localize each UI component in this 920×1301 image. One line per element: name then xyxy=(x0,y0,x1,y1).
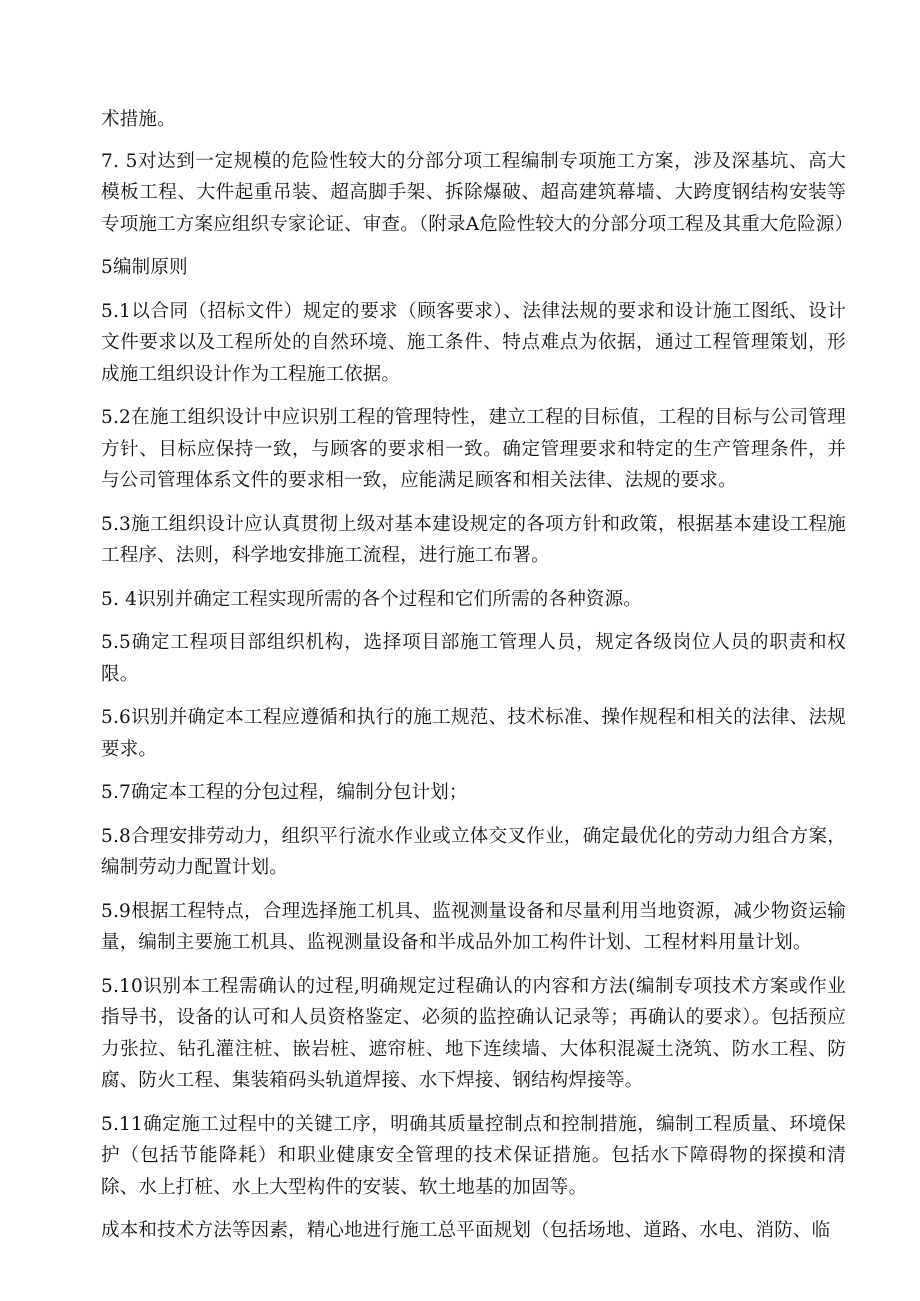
paragraph-7-5: 7. 5对达到一定规模的危险性较大的分部分项工程编制专项施工方案，涉及深基坑、高大模板工程、大件起重吊装、超高脚手架、拆除爆破、超高建筑幕墙、大跨度钢结构安装等专项施工方案应组织专家论证、审查。（附录A危险性较大的分部分项工程及其重大危险源） xyxy=(101,150,854,235)
paragraph-5-9: 5.9根据工程特点，合理选择施工机具、监视测量设备和尽量利用当地资源，减少物资运输量，编制主要施工机具、监视测量设备和半成品外加工构件计划、工程材料用量计划。 xyxy=(101,900,846,953)
paragraph-5-5: 5.5确定工程项目部组织机构，选择项目部施工管理人员，规定各级岗位人员的职责和权限。 xyxy=(101,632,846,685)
paragraph-5-11: 5.11确定施工过程中的关键工序，明确其质量控制点和控制措施，编制工程质量、环境保护（包括节能降耗）和职业健康安全管理的技术保证措施。包括水下障碍物的探摸和清除、水上打桩、水上大型构件的安装、软土地基的加固等。 xyxy=(101,1113,846,1198)
paragraph-5-3: 5.3施工组织设计应认真贯彻上级对基本建设规定的各项方针和政策，根据基本建设工程施工程序、法则，科学地安排施工流程，进行施工布署。 xyxy=(101,513,846,566)
paragraph-continuation: 术措施。 xyxy=(101,109,176,130)
paragraph-5-8: 5.8合理安排劳动力，组织平行流水作业或立体交叉作业，确定最优化的劳动力组合方案，编制劳动力配置计划。 xyxy=(101,825,846,878)
paragraph-5-10: 5.10识别本工程需确认的过程,明确规定过程确认的内容和方法(编制专项技术方案或作业指导书，设备的认可和人员资格鉴定、必须的监控确认记录等；再确认的要求）。包括预应力张拉、钻孔灌注桩、嵌岩桩、遮帘桩、地下连续墙、大体积混凝土浇筑、防水工程、防腐、防火工程、集装箱码头轨道焊接、水下焊接、钢结构焊接等。 xyxy=(101,975,846,1091)
paragraph-5-7: 5.7确定本工程的分包过程，编制分包计划； xyxy=(101,782,468,803)
paragraph-5-2: 5.2在施工组织设计中应识别工程的管理特性，建立工程的目标值，工程的目标与公司管理方针、目标应保持一致，与顾客的要求相一致。确定管理要求和特定的生产管理条件，并与公司管理体系文件的要求相一致，应能满足顾客和相关法律、法规的要求。 xyxy=(101,407,846,491)
paragraph-5-6: 5.6识别并确定本工程应遵循和执行的施工规范、技术标准、操作规程和相关的法律、法规要求。 xyxy=(101,707,846,760)
paragraph-trailing: 成本和技术方法等因素，精心地进行施工总平面规划（包括场地、道路、水电、消防、临 xyxy=(101,1220,831,1241)
document-body xyxy=(101,104,854,1259)
paragraph-5-1: 5.1以合同（招标文件）规定的要求（顾客要求）、法律法规的要求和设计施工图纸、设计文件要求以及工程所处的自然环境、施工条件、特点难点为依据，通过工程管理策划，形成施工组织设计作为工程施工依据。 xyxy=(101,300,846,385)
section-heading-5: 5编制原则 xyxy=(101,257,188,278)
paragraph-5-4: 5. 4识别并确定工程实现所需的各个过程和它们所需的各种资源。 xyxy=(101,588,643,610)
